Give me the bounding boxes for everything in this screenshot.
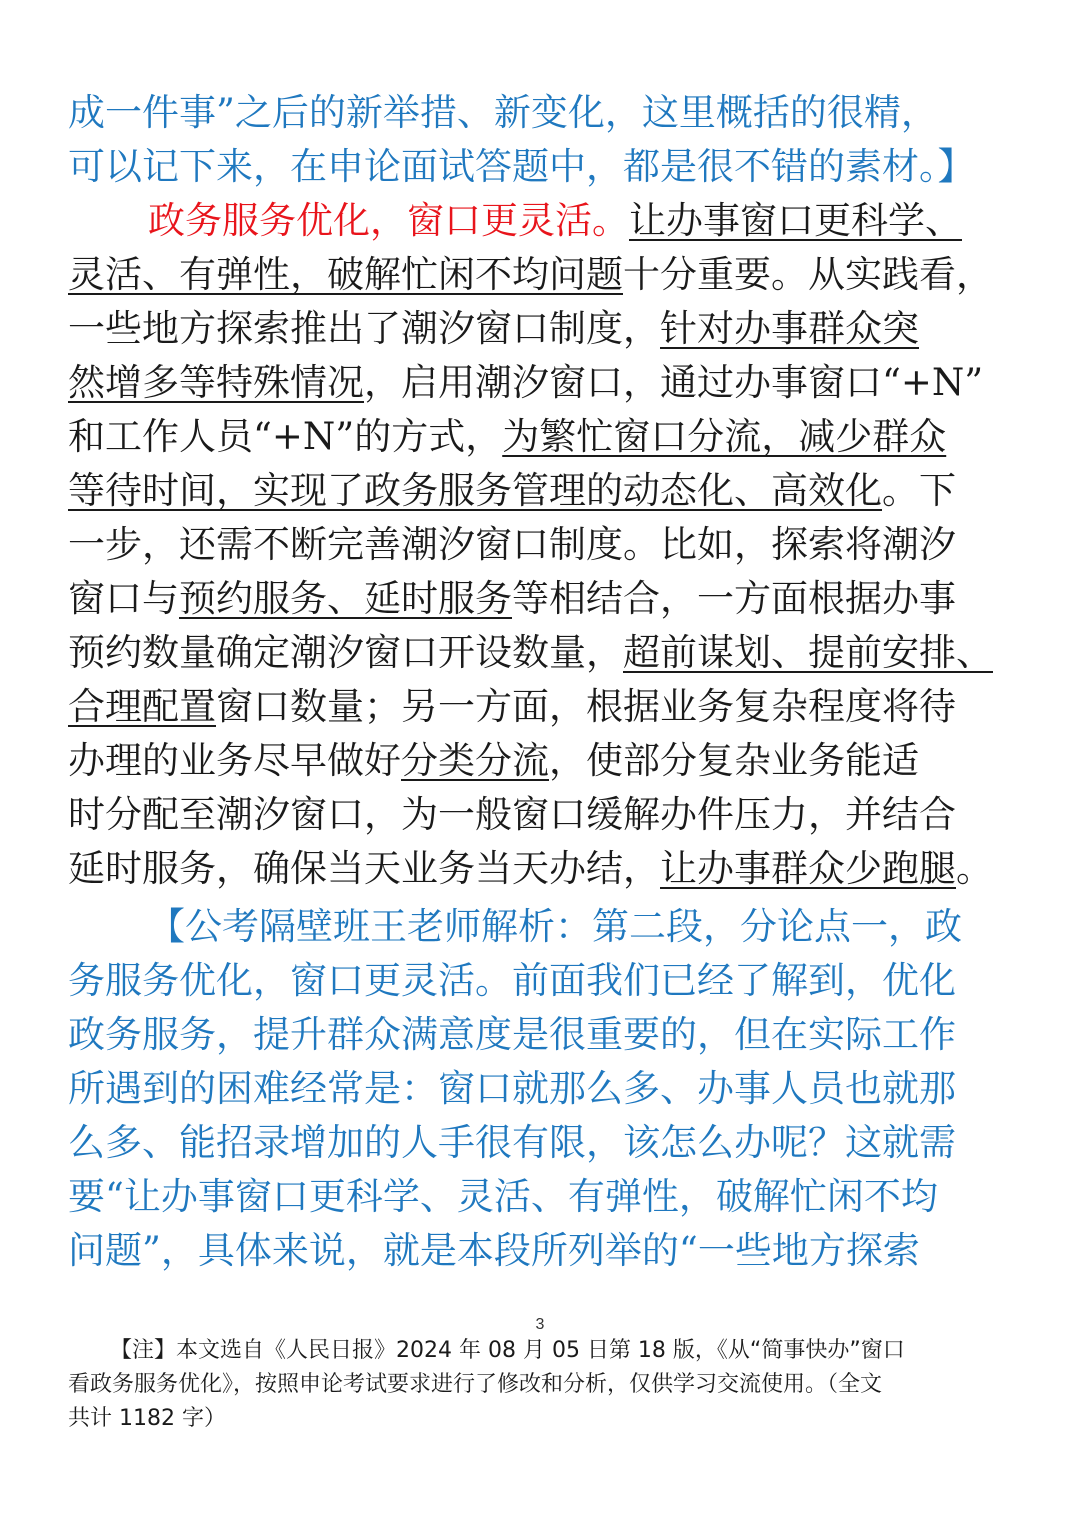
body-line: 合理配置窗口数量；另一方面，根据业务复杂程度将待 bbox=[68, 685, 956, 728]
analysis-line: 务服务优化，窗口更灵活。前面我们已经了解到，优化 bbox=[68, 959, 956, 1002]
section-heading: 政务服务优化，窗口更灵活。 bbox=[148, 199, 629, 242]
analysis-line: 问题”，具体来说，就是本段所列举的“一些地方探索 bbox=[68, 1229, 920, 1272]
body-line: 窗口与预约服务、延时服务等相结合，一方面根据办事 bbox=[68, 577, 956, 620]
underlined-phrase: 然增多等特殊情况 bbox=[68, 361, 364, 404]
analysis-line: 可以记下来，在申论面试答题中，都是很不错的素材。】 bbox=[68, 145, 975, 188]
analysis-line: 要“让办事窗口更科学、灵活、有弹性，破解忙闲不均 bbox=[68, 1175, 938, 1218]
analysis-line: 【公考隔壁班王老师解析：第二段，分论点一，政 bbox=[148, 905, 962, 948]
underlined-phrase: 合理配置 bbox=[68, 685, 216, 728]
underlined-phrase: 为繁忙窗口分流，减少群众 bbox=[502, 415, 947, 458]
underlined-phrase: 超前谋划、提前安排、 bbox=[623, 631, 993, 674]
underlined-phrase: 预约服务、延时服务 bbox=[179, 577, 512, 620]
analysis-line: 么多、能招录增加的人手很有限，该怎么办呢？这就需 bbox=[68, 1121, 956, 1164]
body-line: 办理的业务尽早做好分类分流，使部分复杂业务能适 bbox=[68, 739, 919, 782]
underlined-phrase: 让办事窗口更科学、 bbox=[629, 199, 962, 242]
body-line: 等待时间，实现了政务服务管理的动态化、高效化。下 bbox=[68, 469, 956, 512]
underlined-phrase: 让办事群众少跑腿 bbox=[660, 847, 956, 890]
body-line: 和工作人员“+N”的方式，为繁忙窗口分流，减少群众 bbox=[68, 415, 947, 458]
body-line: 灵活、有弹性，破解忙闲不均问题十分重要。从实践看， bbox=[68, 253, 993, 296]
body-line: 时分配至潮汐窗口，为一般窗口缓解办件压力，并结合 bbox=[68, 793, 956, 836]
footnote-line: 【注】本文选自《人民日报》2024 年 08 月 05 日第 18 版，《从“简事快办”窗口 bbox=[110, 1338, 905, 1363]
underlined-phrase: 针对办事群众突 bbox=[660, 307, 919, 350]
body-line: 一些地方探索推出了潮汐窗口制度，针对办事群众突 bbox=[68, 307, 919, 350]
analysis-line: 政务服务，提升群众满意度是很重要的，但在实际工作 bbox=[68, 1013, 956, 1056]
analysis-line: 成一件事”之后的新举措、新变化，这里概括的很精， bbox=[68, 91, 938, 134]
body-line: 延时服务，确保当天业务当天办结，让办事群众少跑腿。 bbox=[68, 847, 993, 890]
footnote-line: 看政务服务优化》，按照申论考试要求进行了修改和分析，仅供学习交流使用。（全文 bbox=[68, 1372, 883, 1397]
body-line: 预约数量确定潮汐窗口开设数量，超前谋划、提前安排、 bbox=[68, 631, 993, 674]
underlined-phrase: 灵活、有弹性，破解忙闲不均问题 bbox=[68, 253, 623, 296]
body-line: 然增多等特殊情况，启用潮汐窗口，通过办事窗口“+N” bbox=[68, 361, 984, 404]
underlined-phrase: 分类分流 bbox=[401, 739, 549, 782]
body-line: 一步，还需不断完善潮汐窗口制度。比如，探索将潮汐 bbox=[68, 523, 956, 566]
page-number: 3 bbox=[535, 1316, 545, 1333]
underlined-phrase: 等待时间，实现了政务服务管理的动态化、高效化 bbox=[68, 469, 882, 512]
footnote-line: 共计 1182 字） bbox=[68, 1406, 226, 1431]
analysis-line: 所遇到的困难经常是：窗口就那么多、办事人员也就那 bbox=[68, 1067, 956, 1110]
body-line bbox=[148, 194, 1018, 248]
